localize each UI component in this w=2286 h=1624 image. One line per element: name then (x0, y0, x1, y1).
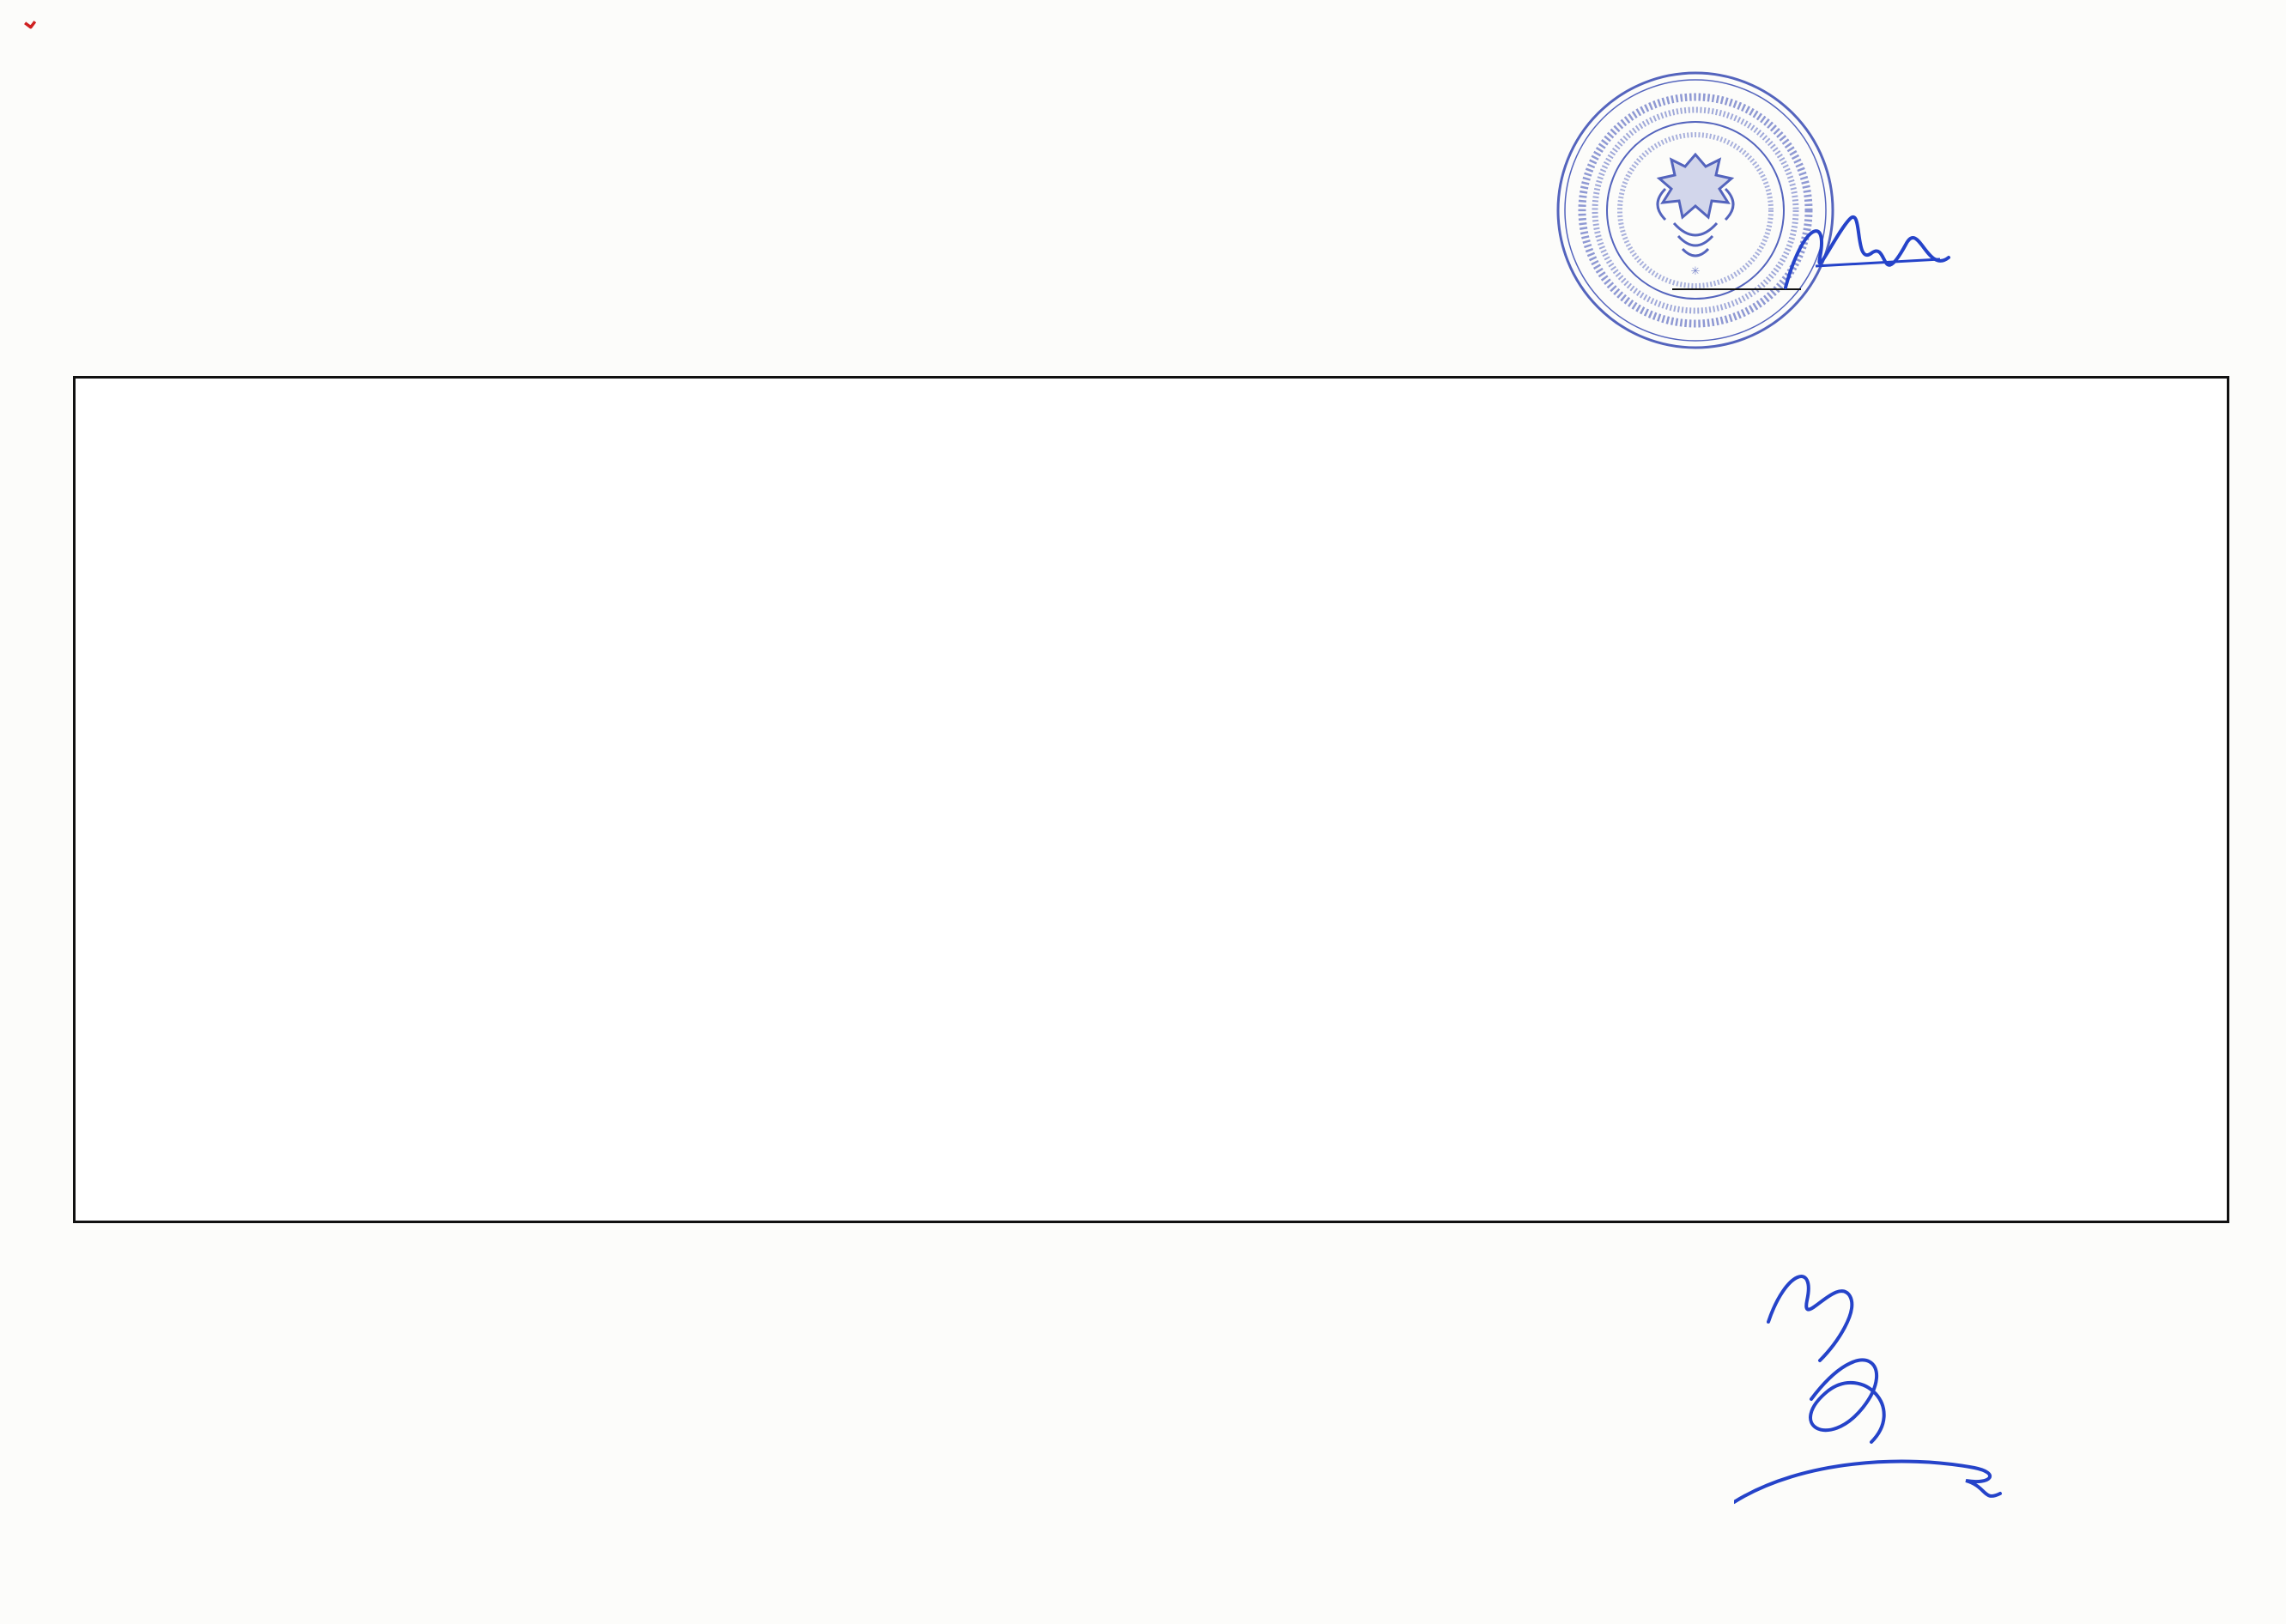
rector-signature (1768, 206, 2009, 318)
signatures-ink (1734, 1262, 2095, 1536)
scan-mark: ⌄ (16, 4, 43, 36)
svg-text:✳: ✳ (1690, 264, 1701, 277)
calendar-table (73, 376, 2229, 1223)
